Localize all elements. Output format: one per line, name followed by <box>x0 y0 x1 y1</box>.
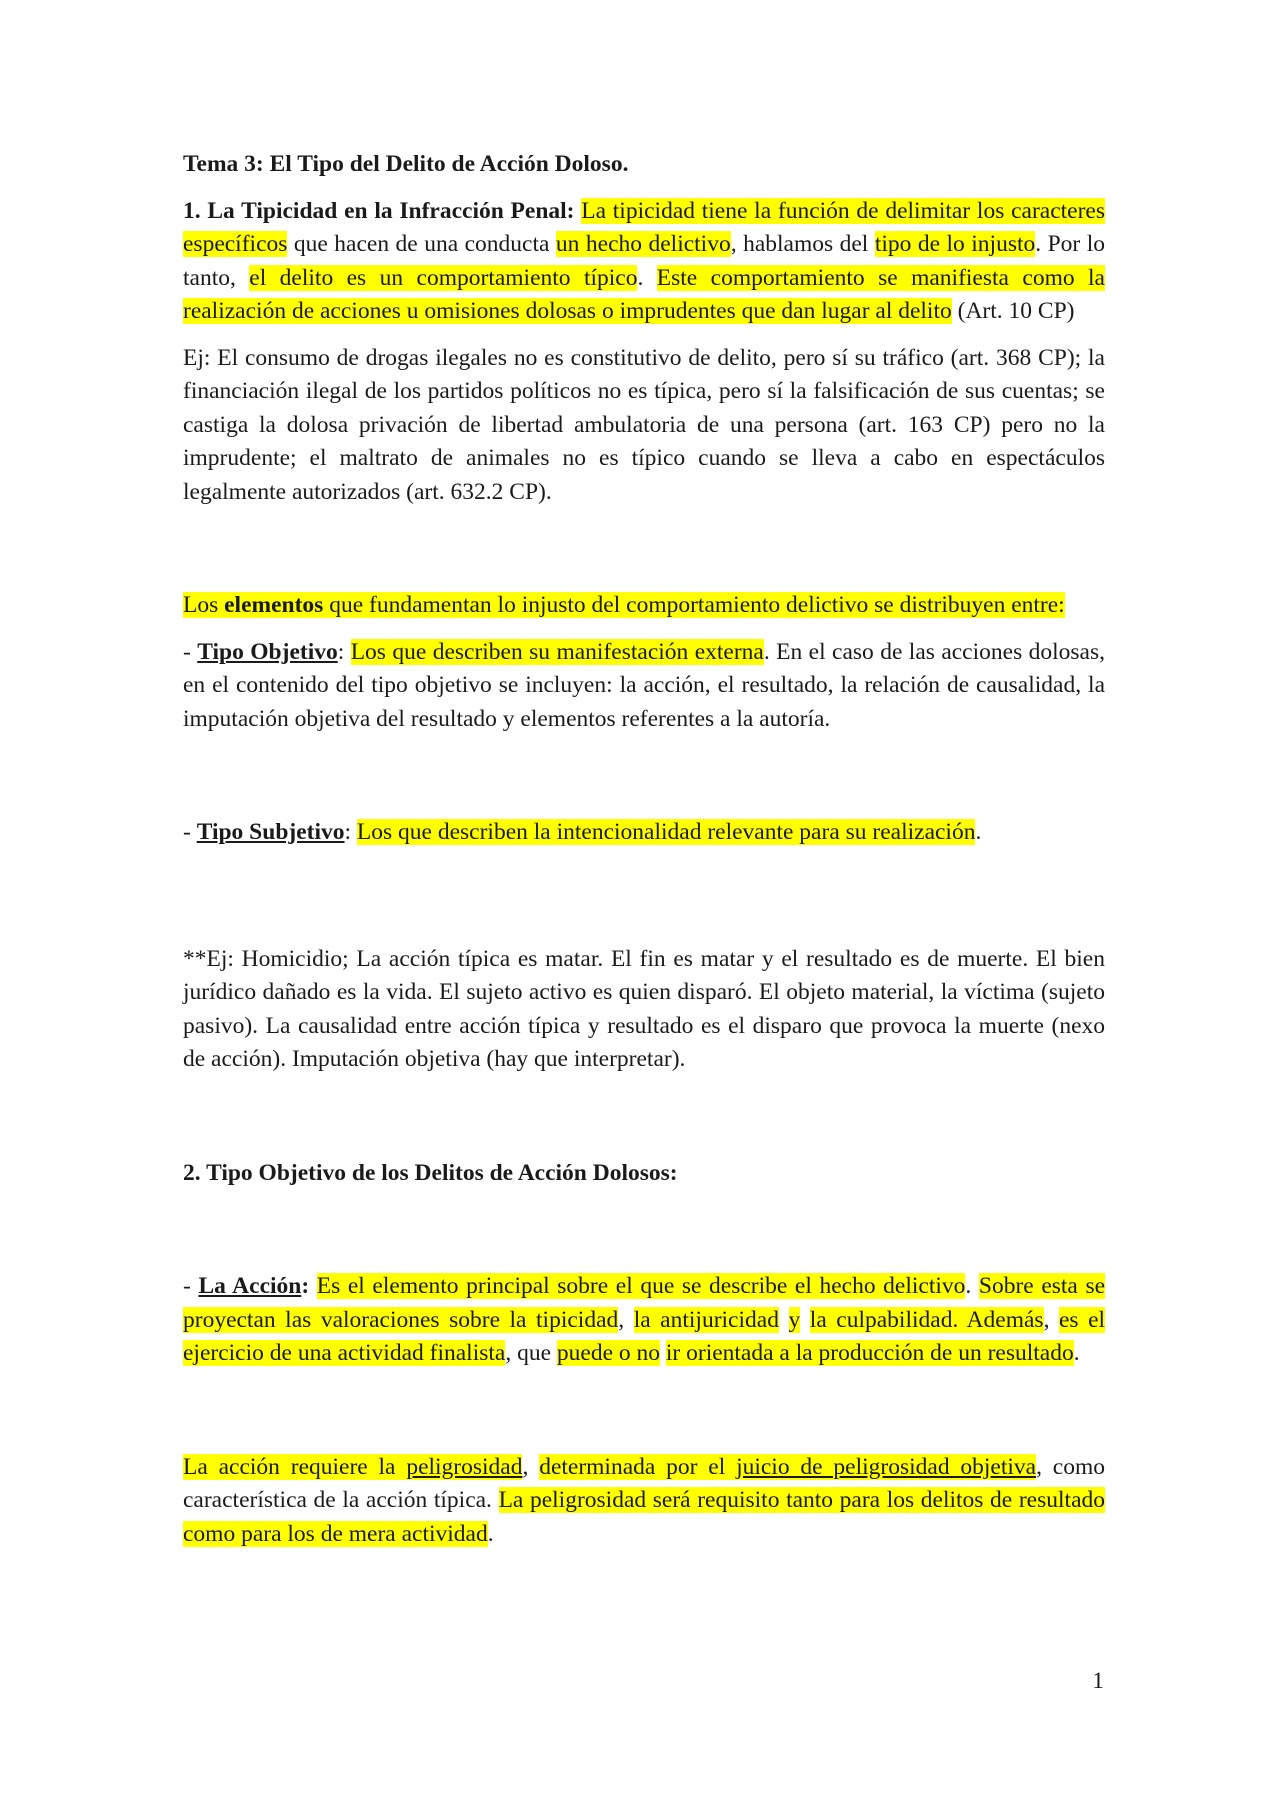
highlight-text: La tipicidad tiene la función de delimitar los caracteres específicos <box>183 197 1105 257</box>
highlight-text: es el ejercicio de una actividad finalista <box>183 1306 1106 1366</box>
peligrosidad-paragraph: La acción requiere la peligrosidad, determinada por el juicio de peligrosidad objetiva, como característica de la acción típica. La peligrosidad será requisito tanto para los delitos de resultado como para los de mera actividad. <box>183 1453 1105 1547</box>
example-2-paragraph: **Ej: Homicidio; La acción típica es matar. El fin es matar y el resultado es de muerte. El bien jurídico dañado es la vida. El sujeto activo es quien disparó. El objeto material, la víctima (sujeto pasivo). La causalidad entre acción típica y resultado es el disparo que provoca la muerte (nexo de acción). Imputación objetiva (hay que interpretar). <box>183 945 1105 1072</box>
highlight-text: La peligrosidad será requisito tanto para los delitos de resultado como para los de mera actividad <box>183 1487 1105 1547</box>
accion-paragraph: - La Acción: Es el elemento principal sobre el que se describe el hecho delictivo. Sobre esta se proyectan las valoraciones sobre la tipicidad, la antijuricidad y la culpabilidad. Además, es el ejercicio de una actividad finalista, que puede o no ir orientada a la producción de un resultado. <box>183 1273 1106 1366</box>
accion-label: La Acción <box>198 1273 302 1299</box>
example-1-paragraph: Ej: El consumo de drogas ilegales no es constitutivo de delito, pero sí su tráfico (art. 368 CP); la financiación ilegal de los partidos políticos no es típica, pero sí la falsificación de sus cuentas; se castiga la dolosa privación de libertad ambulatoria de una persona (art. 163 CP) pero no la imprudente; el maltrato de animales no es típico cuando se lleva a cabo en espectáculos legalmente autorizados (art. 632.2 CP). <box>183 344 1105 505</box>
juicio-underline: juicio de peligrosidad objetiva <box>736 1453 1037 1480</box>
section-1-heading: 1. La Tipicidad en la Infracción Penal: <box>183 197 575 224</box>
tipo-objetivo-label: Tipo Objetivo <box>197 638 338 665</box>
highlight-text: tipo de lo injusto <box>874 231 1036 257</box>
elementos-paragraph: Los elementos que fundamentan lo injusto del comportamiento delictivo se distribuyen entre: <box>183 592 1065 618</box>
document-title: Tema 3: El Tipo del Delito de Acción Doloso. <box>183 151 629 177</box>
highlight-text: un hecho delictivo <box>555 231 731 257</box>
page-number: 1 <box>1092 1668 1104 1694</box>
section-2-heading: 2. Tipo Objetivo de los Delitos de Acción Dolosos: <box>183 1159 678 1186</box>
highlight-text: Los que describen su manifestación externa <box>350 638 764 665</box>
highlight-text: ir orientada a la producción de un resultado <box>665 1340 1074 1366</box>
highlight-text: la culpabilidad. Además <box>809 1306 1044 1333</box>
highlight-text: Los que describen la intencionalidad relevante para su realización <box>356 819 976 845</box>
highlight-text: Sobre esta se proyectan las valoraciones sobre la tipicidad <box>183 1273 1106 1333</box>
tipo-objetivo-paragraph: - Tipo Objetivo: Los que describen su manifestación externa. En el caso de las acciones dolosas, en el contenido del tipo objetivo se incluyen: la acción, el resultado, la relación de causalidad, la imputación objetiva del resultado y elementos referentes a la autoría. <box>183 638 1106 732</box>
highlight-text: y <box>788 1306 801 1333</box>
highlight-text: Es el elemento principal sobre el que se describe el hecho delictivo <box>316 1273 966 1299</box>
tipo-subjetivo-label: Tipo Subjetivo <box>196 819 345 845</box>
peligrosidad-underline: peligrosidad <box>406 1453 523 1480</box>
highlight-text: puede o no <box>556 1340 661 1366</box>
elementos-bold: elementos <box>224 592 324 618</box>
highlight-text: el delito es un comportamiento típico <box>249 264 638 291</box>
highlight-text: la antijuricidad <box>633 1306 779 1333</box>
section-1-paragraph: 1. La Tipicidad en la Infracción Penal: La tipicidad tiene la función de delimitar los caracteres específicos que hacen de una conducta un hecho delictivo, hablamos del tipo de lo injusto. Por lo tanto, el delito es un comportamiento típico. Este comportamiento se manifiesta como la realización de acciones u omisiones dolosas o imprudentes que dan lugar al delito (Art. 10 CP) <box>183 197 1106 324</box>
highlight-text: Este comportamiento se manifiesta como la realización de acciones u omisiones dolosas o imprudentes que dan lugar al delito <box>183 264 1105 324</box>
tipo-subjetivo-paragraph: - Tipo Subjetivo: Los que describen la intencionalidad relevante para su realización. <box>183 819 982 845</box>
document-body <box>183 148 1105 1551</box>
